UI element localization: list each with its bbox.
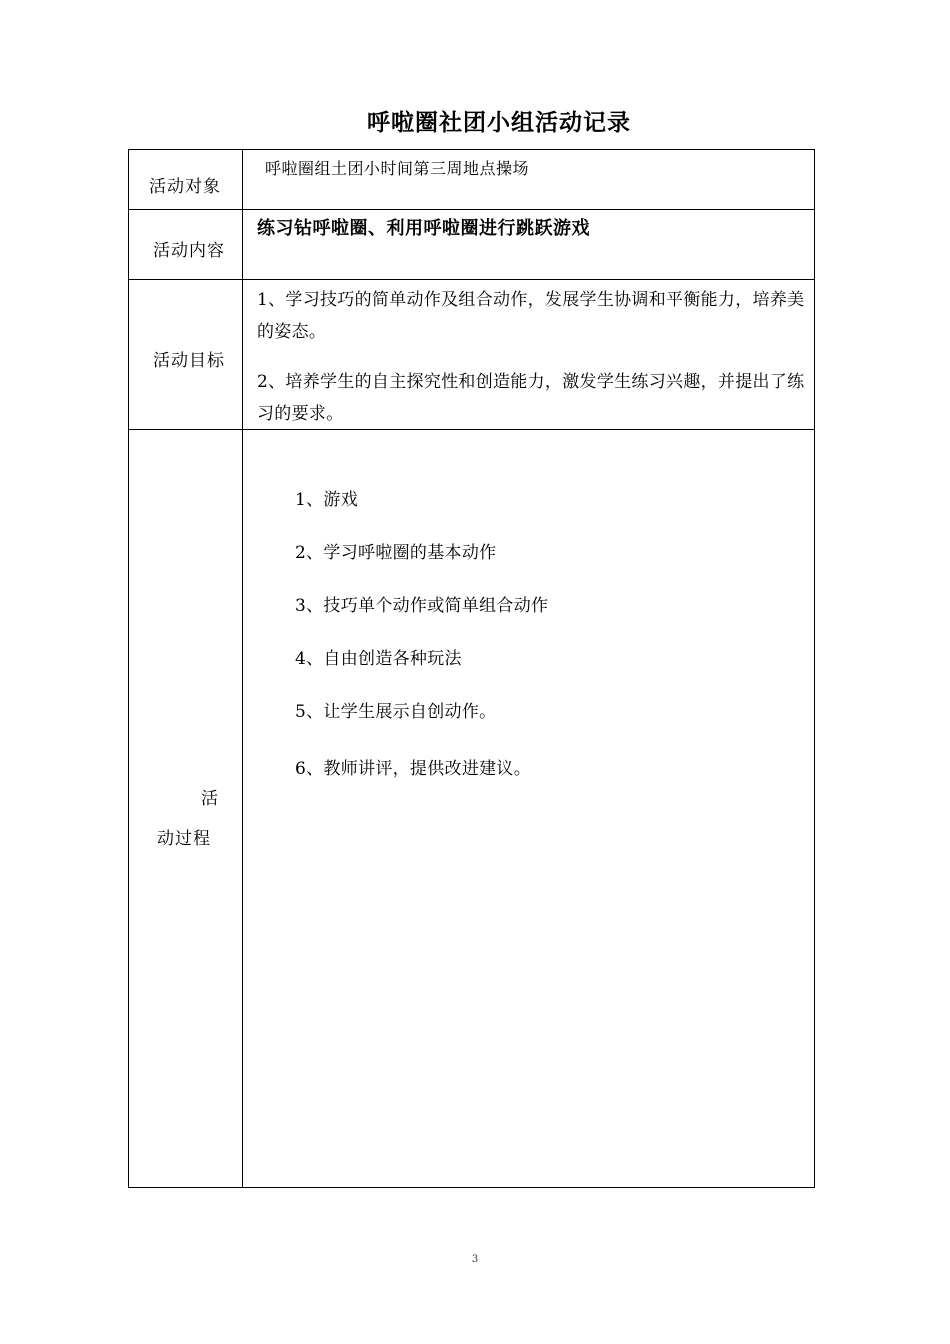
activity-content-value: 练习钻呼啦圈、利用呼啦圈进行跳跃游戏 — [257, 218, 590, 239]
row-activity-object — [129, 150, 815, 210]
activity-object-value: 呼啦圈组土团小时间第三周地点操场 — [265, 159, 530, 178]
process-step: 5、让学生展示自创动作。 — [295, 702, 497, 722]
process-steps-list — [295, 488, 548, 810]
process-step: 4、自由创造各种玩法 — [295, 649, 462, 669]
activity-process-label-part1: 活 — [201, 789, 219, 809]
process-step: 1、游戏 — [295, 490, 359, 510]
row-activity-goals — [129, 280, 815, 430]
row-activity-content — [129, 210, 815, 280]
activity-record-table — [128, 149, 815, 1188]
process-step: 6、教师讲评，提供改进建议。 — [295, 759, 532, 779]
process-step: 2、学习呼啦圈的基本动作 — [295, 543, 497, 563]
activity-process-label-part2: 动过程 — [157, 829, 211, 849]
goal-item: 1、学习技巧的简单动作及组合动作，发展学生协调和平衡能力，培养美的姿态。 — [257, 290, 805, 342]
document-title: 呼啦圈社团小组活动记录 — [367, 110, 631, 136]
process-step: 3、技巧单个动作或简单组合动作 — [295, 596, 549, 616]
row-activity-process — [129, 430, 815, 1188]
activity-content-label: 活动内容 — [153, 241, 225, 261]
activity-goals-label: 活动目标 — [153, 351, 225, 371]
page-number: 3 — [471, 1254, 479, 1265]
activity-object-label: 活动对象 — [149, 177, 221, 197]
goal-item: 2、培养学生的自主探究性和创造能力，激发学生练习兴趣，并提出了练习的要求。 — [257, 372, 805, 424]
